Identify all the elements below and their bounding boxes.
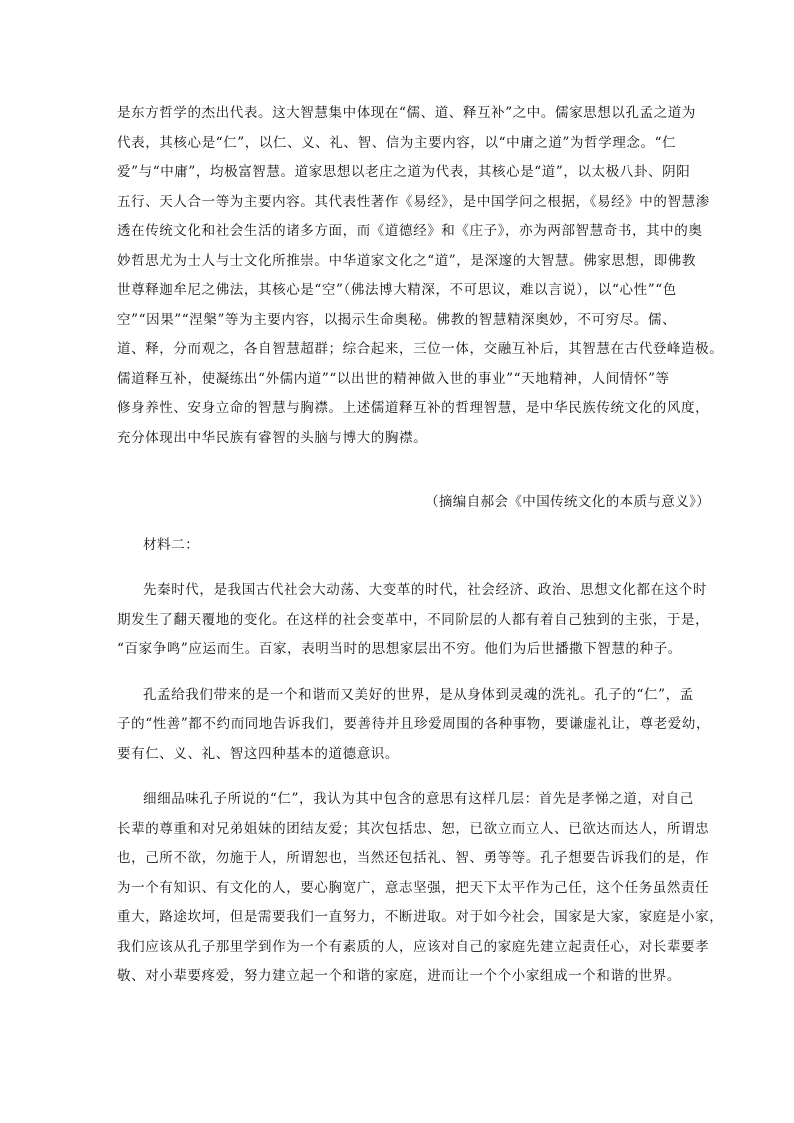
para1-line: 儒道释互补，使凝练出“外儒内道”“以出世的精神做入世的事业”“天地精神，人间情怀”等 [117,371,670,387]
para3-line: 子的“性善”都不约而同地告诉我们，要善待并且珍爱周围的各种事物，要谦虚礼让，尊老爱幼， [117,716,711,732]
para1-line: 道、释，分而观之，各自智慧超群；综合起来，三位一体，交融互补后，其智慧在古代登峰造极。 [117,341,724,357]
para1-line: 世尊释迦牟尼之佛法，其核心是“空”（佛法博大精深，不可思议，难以言说），以“心性”“色 [117,282,677,298]
source-citation: （摘编自郝会《中国传统文化的本质与意义》） [425,494,711,510]
para3-line: 孔孟给我们带来的是一个和谐而又美好的世界，是从身体到灵魂的洗礼。孔子的“仁”，孟 [143,687,694,703]
para1-line: 代表，其核心是“仁”，以仁、义、礼、智、信为主要内容，以“中庸之道”为哲学理念。“仁 [117,135,677,151]
para1-line: 妙哲思尤为士人与士文化所推崇。中华道家文化之“道”，是深邃的大智慧。佛家思想，即佛教 [117,253,697,269]
para4-line: 我们应该从孔子那里学到作为一个有素质的人，应该对自己的家庭先建立起责任心，对长辈要孝 [117,939,710,955]
para4-line: 也，己所不欲，勿施于人，所谓恕也，当然还包括礼、智、勇等等。孔子想要告诉我们的是，作 [117,850,710,866]
para4-line: 重大，路途坎坷，但是需要我们一直努力，不断进取。对于如今社会，国家是大家，家庭是小家， [117,909,724,925]
para4-line: 敬、对小辈要疼爱，努力建立起一个和谐的家庭，进而让一个个小家组成一个和谐的世界。 [117,968,681,984]
para2-line: “百家争鸣”应运而生。百家，表明当时的思想家层出不穷。他们为后世播撒下智慧的种子。 [117,641,682,657]
para4-line: 细细品味孔子所说的“仁”，我认为其中包含的意思有这样几层：首先是孝悌之道，对自己 [143,791,694,807]
para2-line: 期发生了翻天覆地的变化。在这样的社会变革中，不同阶层的人都有着自己独到的主张，于是， [117,612,710,628]
para1-line: 爱”与“中庸”，均极富智慧。道家思想以老庄之道为代表，其核心是“道”，以太极八卦、阴阳 [117,164,691,180]
para2-line: 先秦时代，是我国古代社会大动荡、大变革的时代，社会经济、政治、思想文化都在这个时 [143,582,707,598]
para1-line: 修身养性、安身立命的智慧与胸襟。上述儒道释互补的哲理智慧，是中华民族传统文化的风度， [117,400,710,416]
para1-line: 充分体现出中华民族有睿智的头脑与博大的胸襟。 [117,430,428,446]
material-label: 材料二： [143,537,200,553]
para1-line: 空”“因果”“涅槃”等为主要内容，以揭示生命奥秘。佛教的智慧精深奥妙，不可穷尽。儒、 [117,312,677,328]
para1-line: 透在传统文化和社会生活的诸多方面，而《道德经》和《庄子》，亦为两部智慧奇书，其中的奥 [117,223,703,239]
para1-line: 五行、天人合一等为主要内容。其代表性著作《易经》，是中国学问之根据，《易经》中的智慧渗 [117,194,710,210]
para3-line: 要有仁、义、礼、智这四种基本的道德意识。 [117,746,399,762]
para4-line: 长辈的尊重和对兄弟姐妹的团结友爱；其次包括忠、恕，已欲立而立人、已欲达而达人，所谓忠 [117,821,710,837]
para1-line: 是东方哲学的杰出代表。这大智慧集中体现在“儒、道、释互补”之中。儒家思想以孔孟之道为 [117,105,697,121]
para4-line: 为一个有知识、有文化的人，要心胸宽广，意志坚强，把天下太平作为己任，这个任务虽然责任 [117,880,710,896]
